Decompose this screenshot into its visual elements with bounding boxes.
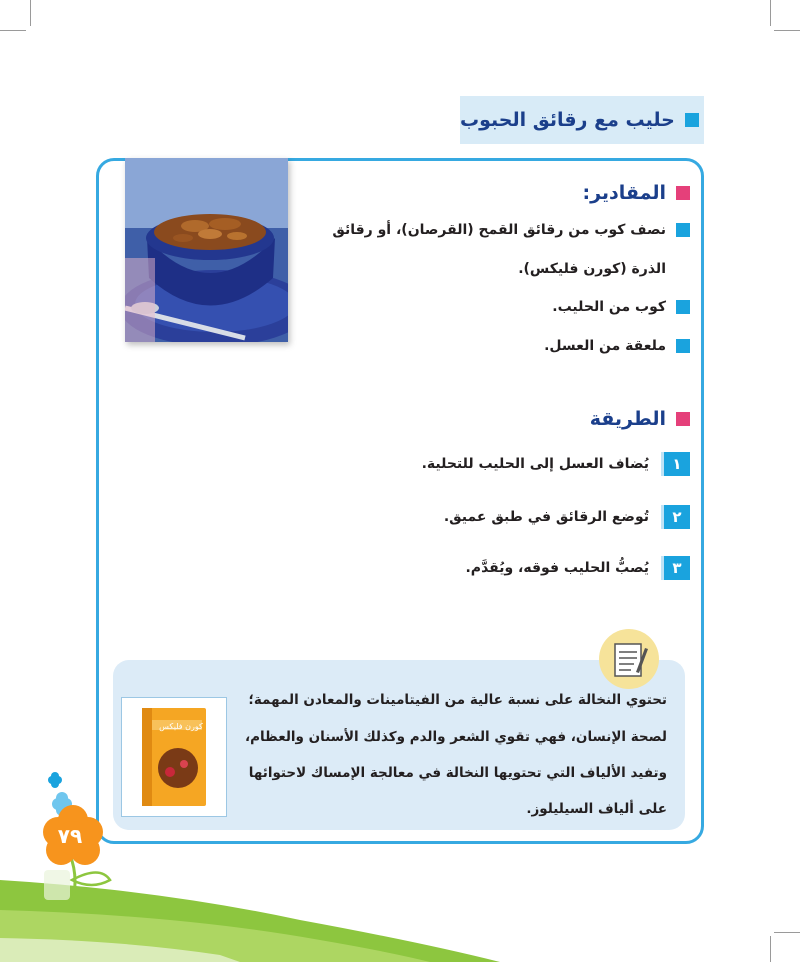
ingredient-bullet (676, 339, 690, 353)
method-step (444, 505, 690, 529)
method-step (465, 556, 690, 580)
step-number: ٣ (661, 556, 690, 580)
crop-mark (770, 936, 771, 962)
ingredient-text: نصف كوب من رقائق القمح (القرصان)، أو رقائق (332, 222, 666, 238)
crop-mark (774, 932, 800, 933)
method-bullet (676, 412, 690, 426)
ingredient-item (544, 338, 690, 354)
ingredient-item (552, 299, 690, 315)
recipe-title-bar (460, 96, 704, 144)
method-step (422, 452, 690, 476)
ingredients-bullet (676, 186, 690, 200)
info-text-line: وتفيد الألياف التي تحتويها النخالة في معالجة الإمساك لاحتوائها (248, 765, 667, 781)
step-text: تُوضع الرقائق في طبق عميق. (443, 509, 649, 525)
method-heading (590, 408, 690, 430)
method-heading-text: الطريقة (589, 408, 666, 430)
notepad-pencil-icon (598, 628, 660, 690)
cereal-box-label: كورن فليكس (159, 722, 203, 731)
ingredient-text: ملعقة من العسل. (544, 338, 666, 354)
crop-mark (0, 30, 26, 31)
cereal-bowl-photo (125, 158, 288, 342)
ingredient-item (332, 222, 690, 238)
ingredients-heading (583, 182, 691, 204)
recipe-title: حليب مع رقائق الحبوب (460, 109, 675, 131)
crop-mark (30, 0, 31, 26)
ingredient-text-continued: الذرة (كورن فليكس). (518, 261, 666, 277)
page-number: ٧٩ (57, 824, 83, 848)
step-number: ١ (661, 452, 690, 476)
title-bullet (685, 113, 699, 127)
ingredients-heading-text: المقادير: (582, 182, 666, 204)
ingredient-bullet (676, 300, 690, 314)
step-text: يُصبُّ الحليب فوقه، ويُقدَّم. (465, 560, 649, 576)
ingredient-text: كوب من الحليب. (552, 299, 666, 315)
cereal-box-photo (121, 697, 227, 817)
step-number: ٢ (661, 505, 690, 529)
crop-mark (774, 30, 800, 31)
ingredient-bullet (676, 223, 690, 237)
crop-mark (770, 0, 771, 26)
info-text-line: لصحة الإنسان، فهي تقوي الشعر والدم وكذلك الأسنان والعظام، (244, 729, 667, 745)
info-text-line: على ألياف السيليلوز. (526, 801, 667, 817)
info-text-line: تحتوي النخالة على نسبة عالية من الفيتامينات والمعادن المهمة؛ (248, 692, 667, 708)
step-text: يُضاف العسل إلى الحليب للتحلية. (421, 456, 649, 472)
